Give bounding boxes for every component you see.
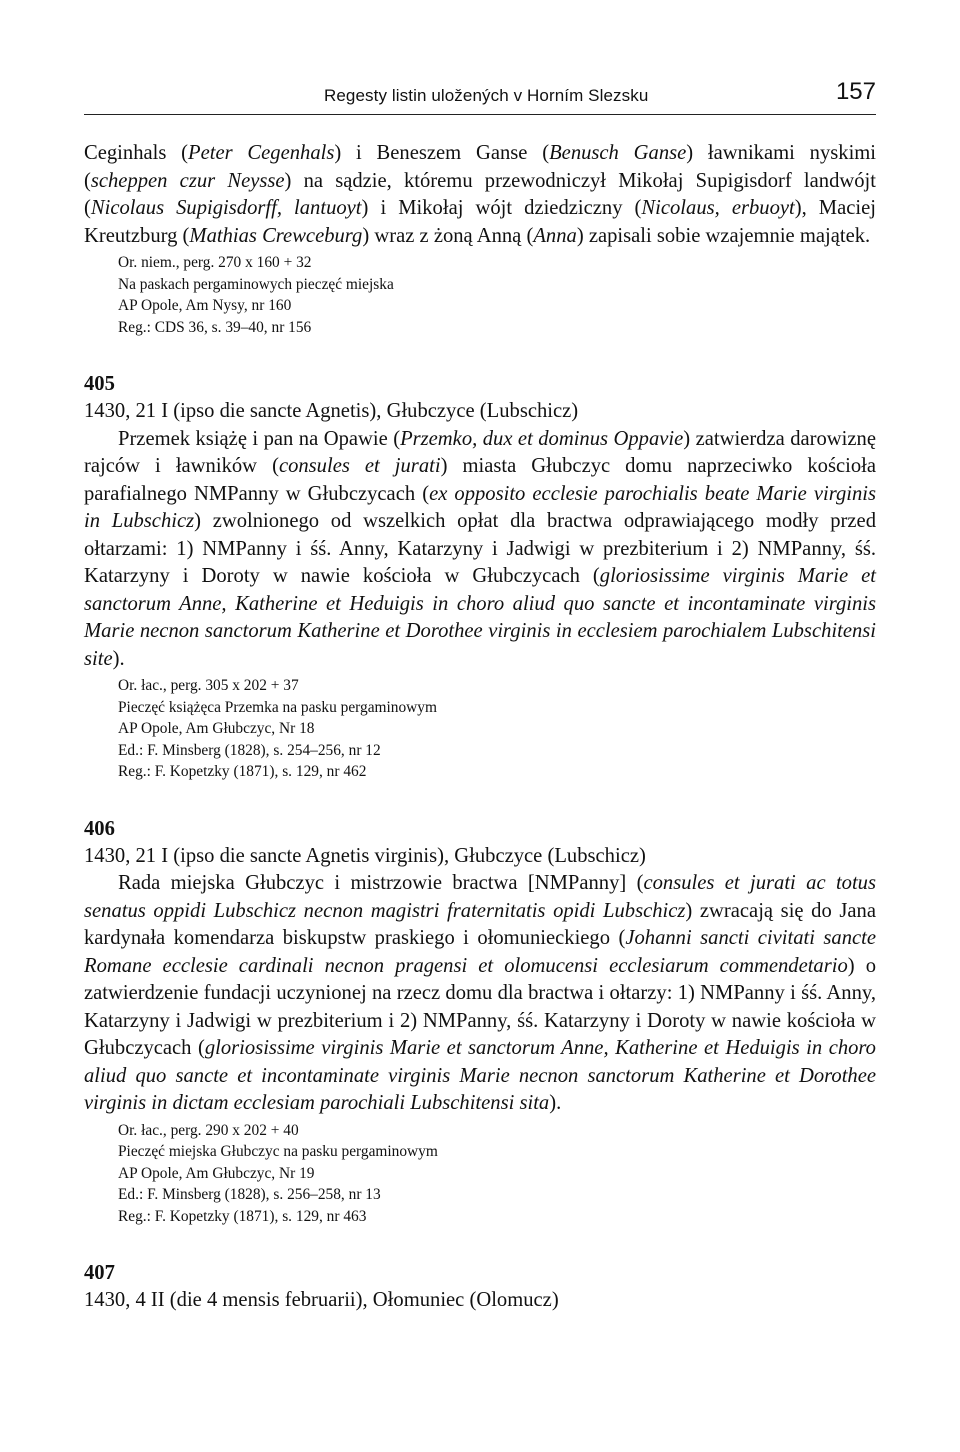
regest-text [84,140,876,250]
italic-run: Peter Cegenhals [188,142,335,164]
archival-notes [118,1120,876,1228]
text-run: Przemek książę i pan na Opawie ( [118,427,401,450]
page-number: 157 [835,78,876,105]
page-header [84,78,876,115]
text-run: ) o zatwierdzenie fundacji uczynionej na rzecz domu dla bractwa i ołtarzy: 1) NMPanny i śś. Anny, Katarzyny i Jadwigi w prezbiterium i 2) NMPanny, śś. Katarzyny i Doroty w nawie kościoła w Głubczycach ( [84,954,876,1059]
note-line: AP Opole, Am Nysy, nr 160 [118,297,292,314]
italic-run: Przemko, dux et dominus Oppavie [400,427,684,450]
text-run: ), Ołomuniec ( [355,1289,477,1311]
text-run: Rada miejska Głubczyc i mistrzowie bractwa [NMPanny] ( [118,872,644,894]
note-line: AP Opole, Am Głubczyc, Nr 19 [118,1164,315,1182]
entry-date [84,398,876,426]
italic-run: Nicolaus, erbuoyt [641,197,795,219]
entry-407 [84,1260,876,1315]
italic-run: consules et jurati [278,455,441,477]
note-line: Pieczęć książęca Przemka na pasku pergaminowym [118,698,437,716]
entry-number: 405 [84,373,115,395]
italic-run: Anna [533,224,577,247]
archival-notes [118,675,876,783]
note-line: Or. niem., perg. 270 x 160 + 32 [118,254,312,271]
italic-run: ipso die sancte Agnetis virginis [180,844,438,867]
note-line: Reg.: F. Kopetzky (1871), s. 129, nr 463 [118,1207,367,1225]
italic-run: Mathias Crewceburg [189,224,363,247]
text-run: ) miasta Głubczyc domu naprzeciwko kościoła parafialnego NMPanny w Głubczycach ( [84,455,876,505]
entry-date [84,843,876,871]
regest-text [84,426,876,674]
running-head: Regesty listin uložených v Horním Slezsku [324,86,649,105]
note-line: Ed.: F. Minsberg (1828), s. 256–258, nr 13 [118,1186,381,1203]
text-run: ), Głubczyce ( [369,400,487,422]
text-run: ) wraz z żoną Anną ( [362,224,534,247]
text-run: 1430, 4 II ( [84,1289,177,1311]
text-run: ), Maciej Kreutzburg ( [84,197,876,247]
note-line: AP Opole, Am Głubczyc, Nr 18 [118,720,315,737]
italic-run: gloriosissime virginis Marie et sanctorum Anne, Katherine et Heduigis in choro aliud quo sancte et incontaminate virginis Marie necnon sanctorum Katherine et Dorothee virginis in ecclesiem parochialem Lubschitensi site [84,565,876,670]
italic-run: ex opposito ecclesie parochialis beate Marie virginis in Lubschicz [84,482,876,532]
text-run: Ceginhals ( [84,142,189,164]
italic-run: consules et jurati ac totus senatus oppidi Lubschicz necnon magistri fraternitatis opidi Lubschicz [84,872,876,922]
continued-entry [84,140,876,338]
italic-run: gloriosissime virginis Marie et sanctorum Anne, Katherine et Heduigis in choro aliud quo sancte et incontaminate virginis Marie necnon sanctorum Katherine et Dorothee virginis in dictam ecclesiam parochiali Lubschitensi sita [84,1037,876,1114]
text-run: ) i Mikołaj wójt dziedziczny ( [361,197,642,219]
entry-406 [84,816,876,1228]
text-run: ), Głubczyce ( [437,844,555,867]
note-line: Na paskach pergaminowych pieczęć miejska [118,275,394,293]
text-run: ) zapisali sobie wzajemnie majątek. [576,224,871,247]
italic-run: scheppen czur Neysse [90,169,285,192]
italic-run: ipso die sancte Agnetis [180,400,370,422]
text-run: 1430, 21 I ( [84,400,181,422]
text-run: ) zwolnionego od wszelkich opłat dla bractwa odprawiającego modły przed ołtarzami: 1) NMPanny i śś. Anny, Katarzyny i Jadwigi w prezbiterium i 2) NMPanny, śś. Katarzyny i Doroty w nawie kościoła w Głubczycach ( [84,510,876,587]
italic-run: Lubschicz [554,844,639,867]
note-line: Ed.: F. Minsberg (1828), s. 254–256, nr 12 [118,741,381,759]
text-run: ) [571,400,579,422]
entry-date [84,1287,876,1315]
note-line: Reg.: CDS 36, s. 39–40, nr 156 [118,318,312,336]
text-run: ) zatwierdza darowiznę rajców i ławników ( [84,427,876,477]
text-run: ) na sądzie, któremu przewodniczył Mikołaj Supigisdorf landwójt ( [84,169,876,219]
text-run: ) [551,1289,559,1311]
text-run: ) ławnikami nyskimi ( [84,142,877,192]
note-line: Reg.: F. Kopetzky (1871), s. 129, nr 462 [118,763,367,780]
regest-text [84,870,876,1118]
note-line: Or. łac., perg. 290 x 202 + 40 [118,1121,299,1139]
entry-number: 407 [84,1262,115,1284]
text-run: ) i Beneszem Ganse ( [334,142,550,164]
entry-405 [84,371,876,783]
italic-run: Johanni sancti civitati sancte Romane ecclesie cardinali necnon pragensi et olomucensi ecclesiarum commendetario [84,927,877,977]
italic-run: Nicolaus Supigisdorff, lantuoyt [90,197,362,219]
entry-number: 406 [84,817,115,840]
italic-run: die 4 mensis februarii [176,1289,356,1311]
page-body [84,140,876,1315]
text-run: ). [549,1092,562,1114]
note-line: Or. łac., perg. 305 x 202 + 37 [118,677,299,694]
italic-run: Benusch Ganse [549,142,687,164]
note-line: Pieczęć miejska Głubczyc na pasku pergaminowym [118,1143,438,1160]
text-run: ). [112,647,125,670]
text-run: ) zwracają się do Jana kardynała komendarza biskupstw praskiego i ołomunieckiego ( [84,899,876,949]
text-run: 1430, 21 I ( [84,844,181,867]
italic-run: Lubschicz [486,400,572,422]
archival-notes [118,252,876,338]
text-run: ) [638,844,646,867]
italic-run: Olomucz [476,1289,552,1311]
